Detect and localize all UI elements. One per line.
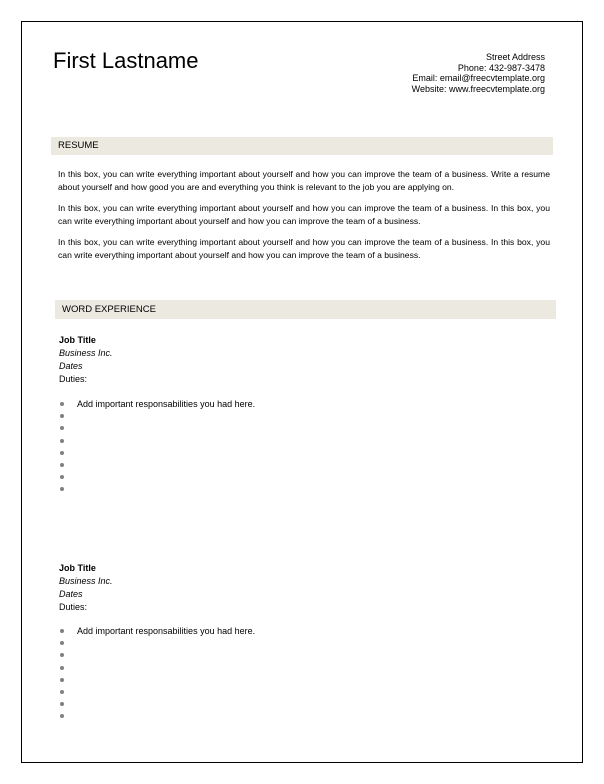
bullet-icon [60,414,64,418]
phone: Phone: 432-987-3478 [457,62,545,73]
bullet-icon [60,690,64,694]
bullet-icon [60,402,64,406]
bullet-icon [60,451,64,455]
duty-item [59,710,255,722]
email: Email: email@freecvtemplate.org [412,73,545,83]
bullet-icon [60,714,64,718]
duty-item [59,435,255,447]
job-dates: Dates [59,361,83,371]
duties-list-1 [59,398,255,496]
candidate-name: First Lastname [53,48,199,73]
bullet-icon [60,629,64,633]
bullet-icon [60,666,64,670]
resume-section-heading: RESUME [51,137,553,155]
duty-item [59,662,255,674]
resume-paragraph-1: In this box, you can write everything important about yourself and how you can improve the team of a business. Write a resume about yourself and how good you are and everything you think is relevant to the job you are applying on. [58,169,550,192]
bullet-icon [60,653,64,657]
duty-item [59,674,255,686]
job-entry-2 [59,562,113,614]
duty-item [59,686,255,698]
duty-item [59,649,255,661]
bullet-icon [60,463,64,467]
duty-item [59,410,255,422]
duty-item [59,447,255,459]
duties-list-2 [59,625,255,723]
bullet-icon [60,439,64,443]
bullet-icon [60,702,64,706]
experience-section-heading: WORD EXPERIENCE [55,300,556,319]
job-title: Job Title [59,335,96,345]
job-dates: Dates [59,589,83,599]
bullet-icon [60,641,64,645]
contact-block [412,52,545,94]
job-company: Business Inc. [59,576,113,586]
duty-item: Add important responsabilities you had here. [59,625,255,637]
bullet-icon [60,475,64,479]
job-title: Job Title [59,563,96,573]
bullet-icon [60,487,64,491]
duty-item [59,422,255,434]
duty-item [59,637,255,649]
job-duties-label: Duties: [59,374,88,384]
website: Website: www.freecvtemplate.org [411,83,545,94]
duty-item [59,471,255,483]
resume-paragraph-3: In this box, you can write everything important about yourself and how you can improve the team of a business. In this box, you can write everything important about yourself and how you can improve the team of a business. [58,237,550,260]
street-address: Street Address [485,52,545,62]
duty-item: Add important responsabilities you had here. [59,398,255,410]
job-company: Business Inc. [59,348,113,358]
duty-item [59,483,255,495]
bullet-icon [60,426,64,430]
job-duties-label: Duties: [59,602,88,612]
bullet-icon [60,678,64,682]
duty-item [59,459,255,471]
duty-item [59,698,255,710]
resume-paragraph-2: In this box, you can write everything important about yourself and how you can improve the team of a business. In this box, you can write everything important about yourself and how you can improve the team of a business. [58,203,550,226]
job-entry-1 [59,334,113,386]
